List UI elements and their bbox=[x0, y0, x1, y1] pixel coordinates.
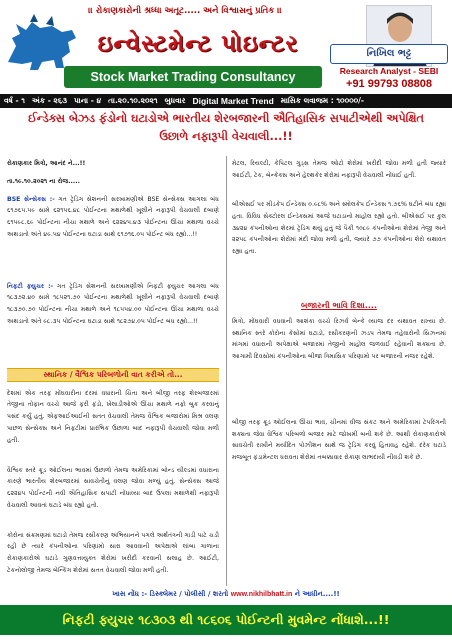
bse-text: ગત ટ્રેડિંગ સેશનની સરખામણીએ BSE સેન્સેક્સ આગલા બંધ ૬૧૭૬૫.૫૯ સામે ૬૨૧૫૬.૪૮ પોઈન્ટના મથાળેથી ખૂલીને નફારૂપી વેચવાલી દબાણે ૬૧૫૯૮.૬૯ પોઈન્ટના નીચા મથાળે અને ૬૨૨૪૫.૪૩ પોઈન્ટના ઊંચા મથાળા વચ્ચે અથડાતો અંતે ૪૯.૫૪ પોઈન્ટના ઘટાડા સાથે ૬૧૭૧૬.૦૫ પોઈન્ટ બંધ રહ્યો...!! bbox=[7, 195, 219, 238]
right-column bbox=[232, 158, 446, 586]
brand-subtitle: Stock Market Trading Consultancy bbox=[64, 66, 322, 88]
analyst-name: નિખિલ ભટ્ટ bbox=[330, 44, 448, 64]
disclaimer-end: ને આધીન....!! bbox=[294, 590, 340, 598]
local-global-factors-band: સ્થાનિક / વૈશ્વિક પરિબળોની વાત કરીએ તો... bbox=[7, 368, 219, 382]
right-paragraph-2: બીએસઈ પર મીડકેપ ઈન્ડેક્સ ૦.૯૮% અને સ્મોલકેપ ઈન્ડેક્સ ૧.૭૬% ઘટીને બંધ રહ્યા હતા. વિવિધ સેક્ટોરલ ઈન્ડેક્સમાં આજે ઘટાડાનો માહોલ રહ્યો હતો. બીએસઈ પર કુલ ૩૪૨૪ કંપનીઓના શેરમાં ટ્રેડિંગ થયું હતું જે પૈકી ૧૦૮૯ કંપનીઓના શેરોમાં તેજી અને ૨૨૫૮ કંપનીઓના શેરોમાં મંદી જોવા મળી હતી, જ્યારે ૭૭ કંપનીઓના શેરો યથાવત રહ્યા હતા. bbox=[232, 201, 446, 256]
greeting: રોકાણકાર મિત્રો, આનંદ ને...!! bbox=[7, 160, 86, 167]
headline-line-1: ઈન્ડેક્સ બેઝડ ફંડોનો ઘટાડોએ ભારતીય શેરબજારની ઐતિહાસિક સપાટીએથી અપેક્ષિત bbox=[28, 112, 424, 125]
column-divider bbox=[226, 156, 227, 586]
nifty-future-paragraph bbox=[7, 281, 219, 363]
meta-day: બુધવાર bbox=[164, 96, 186, 105]
meta-edition: Digital Market Trend bbox=[192, 96, 274, 106]
nifty-label: નિફટી ફ્યુચર :- bbox=[7, 282, 54, 290]
meta-date: તા.૨૦.૧૦.૨૦૨૧ bbox=[108, 96, 158, 105]
left-paragraph-1: દેશમાં એક તરફ મોંઘવારીના દરમાં વધારાની ચિંતા અને બીજી તરફ શેરબજારમાં તેજીના તોફાન વચ્ચે આજે ફરી ફંડો, ખેલાડીઓએ ઊંચા મથાળે નફો બુક કરવાનું પસંદ કર્યું હતું. એફઆઈઆઈની સતત વેચવાલી તેમજ વૈશ્વિક બજારોમાં મિશ્ર વલણ પાછળ સેન્સેક્સ અને નિફટીમાં પ્રારંભિક ઉછાળા બાદ નફારૂપી વેચવાલી જોવા મળી હતી. bbox=[7, 389, 219, 444]
brand-title: ઇન્વેસ્ટમેન્ટ પોઇન્ટર bbox=[97, 31, 299, 57]
disclaimer-text: ખાસ નોંધ :- ડિસ્ક્લેમર / પોલીસી / શરતો bbox=[112, 590, 229, 598]
website-link[interactable]: www.nikhilbhatt.in bbox=[230, 591, 293, 598]
contact-phone: +91 99793 08808 bbox=[346, 78, 432, 90]
meta-subscription: માસિક લવાજમ : ૧૦૦૦૦/- bbox=[280, 96, 364, 105]
bse-sensex-paragraph bbox=[7, 194, 219, 276]
nifty-text: ગત ટ્રેડિંગ સેશનની સરખામણીએ નિફટી ફ્યુચર આગલા બંધ ૧૮૩૭૨.૪૦ સામે ૧૮૫૨૧.૭૦ પોઈન્ટના મથાળેથી ખૂલીને નફારૂપી વેચવાલી દબાણે ૧૮૩૭૦.૭૦ પોઈન્ટના નીચા મથાળે અને ૧૮૫૫૪.૦૦ પોઈન્ટના ઊંચા મથાળા વચ્ચે અથડાતો અંતે ૯૮.૩૫ પોઈન્ટના ઘટાડા સાથે ૧૮૨૭૪.૦૫ પોઈન્ટ બંધ રહ્યો...!! bbox=[7, 282, 219, 325]
left-column bbox=[7, 158, 219, 586]
right-paragraph-1: મેટલ, રિયલ્ટી, કેપિટલ ગુડ્સ તેમજ ઓટો શેરોમાં ખરીદી જોવા મળી હતી જ્યારે આઈટી, ટેક, બેન્કેક્સ અને હેલ્થકેર શેરોમાં નફારૂપી વેચવાલી નોંધાઈ હતી. bbox=[232, 160, 446, 179]
meta-pages: પાના - ૪ bbox=[74, 96, 102, 105]
nifty-forecast-banner: નિફટી ફ્યુચર ૧૮૩૦૩ થી ૧૮૬૦૬ પોઈન્ટની મુવમેન્ટ નોંધાશે...!! bbox=[0, 605, 452, 635]
right-paragraph-4: બીજી તરફ ક્રૂડ ઓઈલના ઊંચા ભાવ, ચીનમાં વીજ સંકટ અને અમેરિકામાં ટેપરિંગની શક્યતા જેવા વૈશ્વિક પરિબળો બજાર માટે જોખમી બની શકે છે. આથી રોકાણકારોએ સાવચેતી રાખીને મર્યાદિત પોઝીશન સાથે જ ટ્રેડિંગ કરવું હિતાવહ રહેશે. દરેક ઘટાડે મજબૂત ફંડામેન્ટલ ધરાવતા શેરોમાં તબક્કાવાર રોકાણ લાભદાયી નીવડી શકે છે. bbox=[232, 418, 446, 462]
report-date-line: તા.૧૯.૧૦.૨૦૨૧ ના રોજ..... bbox=[7, 177, 80, 185]
market-direction-heading: બજારની ભાવિ દિશા.... bbox=[301, 301, 377, 310]
tagline: ।। રોકાણકારોની શ્રધ્ધા અતૂટ..... અને વિશ્વાસનું પ્રતિક ।। bbox=[88, 6, 282, 16]
right-paragraph-3: મિત્રો, મોંઘવારી વધવાની આશંકા વચ્ચે રિઝર્વ બેન્કે વ્યાજ દર યથાવત રાખ્યા છે. સ્થાનિક સ્તરે કોરોના કેસોમાં ઘટાડો, રસીકરણની ઝડપ તેમજ તહેવારોની સિઝનમાં માંગમાં વધારાની અપેક્ષાએ બજારમાં તેજીનો માહોલ જળવાઈ રહેવાની શક્યતા છે. આગામી દિવસોમાં કંપનીઓના બીજા ત્રિમાસિક પરિણામો પર બજારની નજર રહેશે. bbox=[232, 317, 446, 361]
left-paragraph-2: વૈશ્વિક સ્તરે ક્રૂડ ઓઈલના ભાવમાં ઉછાળો તેમજ અમેરિકામાં બોન્ડ યીલ્ડમાં વધારાના કારણે ભારતીય શેરબજારમાં સાવચેતીનું વલણ જોવા મળ્યું હતું. સેન્સેક્સ આજે ૬૨૨૪૫ પોઈન્ટની નવી ઐતિહાસિક સપાટી નોંધાવ્યા બાદ ઉપલા મથાળેથી નફારૂપી વેચવાલી આવતાં ઘટાડે બંધ રહ્યો હતો. bbox=[7, 466, 219, 509]
meta-year: વર્ષ - ૧ bbox=[4, 96, 25, 105]
headline-line-2: ઉછાળે નફારૂપી વેચવાલી...!! bbox=[159, 130, 293, 143]
analyst-role: Research Analyst - SEBI bbox=[339, 66, 439, 76]
bse-label: BSE સેન્સેક્સ :- bbox=[7, 195, 55, 203]
meta-issue: અંક - ૨૬૩ bbox=[31, 96, 68, 105]
issue-meta-bar bbox=[0, 94, 452, 108]
disclaimer-note bbox=[8, 590, 444, 602]
left-paragraph-3: કોરોના સંક્રમણમાં ઘટાડો તેમજ રસીકરણ અભિયાનને પગલે અર્થતંત્રની ગાડી પાટે ચડી રહી છે ત્યારે કંપનીઓના પરિણામો સારા આવવાની અપેક્ષાએ લાંબા ગાળાના રોકાણકારોએ ઘટાડે ગુણવત્તાયુક્ત શેરોમાં ખરીદી કરવાની સલાહ છે. આઈટી, ટેકનોલોજી તેમજ બેન્કિંગ શેરોમાં સતત વેચવાલી જોવા મળી હતી. bbox=[7, 531, 219, 574]
